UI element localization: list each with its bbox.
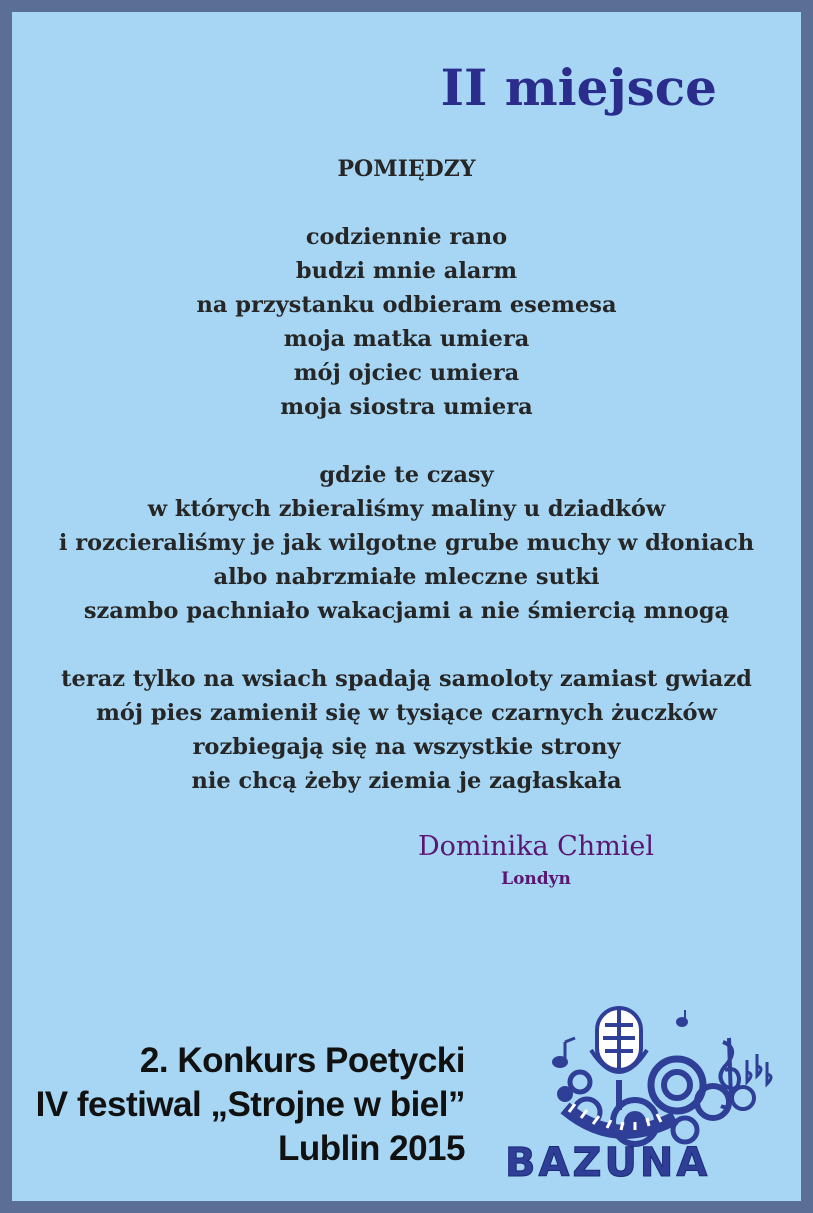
poem-line: na przystanku odbieram esemesa — [196, 292, 617, 318]
poem-line: teraz tylko na wsiach spadają samoloty zamiast gwiazd — [61, 666, 752, 692]
poem-line: budzi mnie alarm — [295, 258, 518, 284]
festival-name: IV festiwal „Strojne w biel” — [35, 1085, 465, 1124]
poem-line: mój ojciec umiera — [293, 360, 520, 386]
poem-line: albo nabrzmiałe mleczne sutki — [213, 564, 600, 590]
poem-line: mój pies zamienił się w tysiące czarnych żuczków — [96, 700, 717, 726]
poem-line: moja matka umiera — [283, 326, 530, 352]
poem-stanza-3 — [12, 662, 801, 798]
poem-line: rozbiegają się na wszystkie strony — [192, 734, 621, 760]
author-city: Londyn — [501, 869, 571, 889]
poem-line: szambo pachniało wakacjami a nie śmiercią mnogą — [83, 598, 730, 624]
bazuna-logo-text: BAZUNA — [505, 1140, 711, 1186]
contest-place-year: Lublin 2015 — [277, 1129, 465, 1168]
poem-line: moja siostra umiera — [280, 394, 533, 420]
author-name: Dominika Chmiel — [417, 831, 655, 862]
poem-line: codziennie rano — [305, 224, 508, 250]
poem-title: POMIĘDZY — [337, 156, 476, 182]
poem-stanza-1 — [12, 220, 801, 424]
contest-info — [36, 1039, 465, 1171]
poem-stanza-2 — [12, 458, 801, 628]
place-heading: II miejsce — [440, 58, 717, 117]
poem-line: w których zbieraliśmy maliny u dziadków — [147, 496, 666, 522]
poem-line: nie chcą żeby ziemia je zagłaskała — [191, 768, 622, 794]
poem-line: gdzie te czasy — [319, 462, 494, 488]
poem-line: i rozcieraliśmy je jak wilgotne grube muchy w dłoniach — [58, 530, 755, 556]
contest-name: 2. Konkurs Poetycki — [139, 1041, 465, 1080]
author — [398, 830, 674, 892]
poem — [12, 152, 801, 832]
